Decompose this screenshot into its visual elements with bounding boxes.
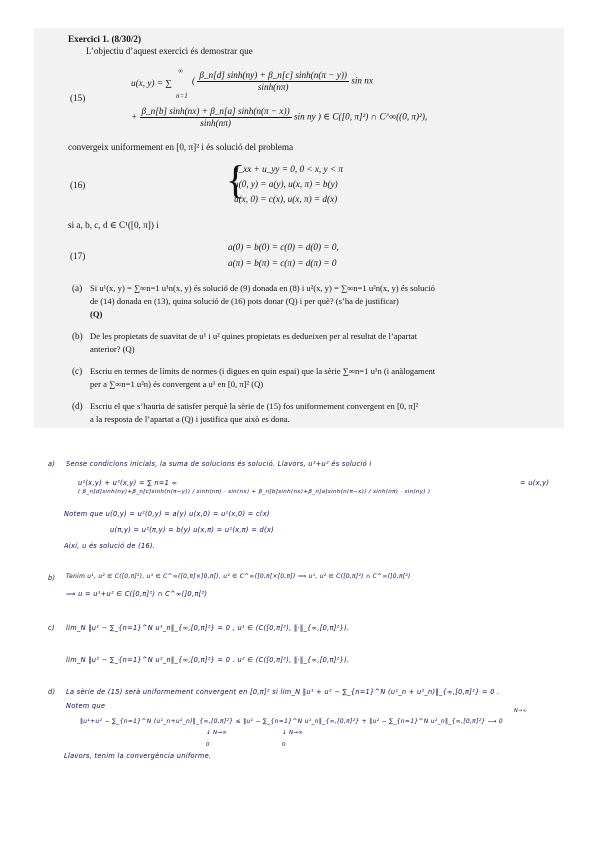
- hw-d-line-5: Llavors, tenim la convergència uniforme.: [64, 752, 212, 760]
- condition-line: si a, b, c, d ∈ C¹([0, π]) i: [68, 220, 159, 230]
- eq16-brace: {: [226, 157, 246, 202]
- eq15-sum-top: ∞: [178, 67, 183, 75]
- eq15-frac1-tail: sin nx: [351, 75, 373, 86]
- eq15-sum-bottom: n=1: [176, 92, 188, 100]
- eq15-frac2-num: β_n[b] sinh(nx) + β_n[a] sinh(n(π − x)): [141, 106, 290, 116]
- eq15-label: (15): [70, 93, 86, 103]
- hw-d-line-3: ‖u¹+u² − ∑_{n=1}^N (u¹_n+u²_n)‖_{∞,[0,π]²} ≤ ‖u¹ − ∑_{n=1}^N u¹_n‖_{∞,[0,π]²} + ‖u² − ∑_{n=1}^N u²_n‖_{∞,[0,π]²} ⟶ 0: [80, 718, 503, 725]
- item-c-line-2: per a ∑∞n=1 u²n) és convergent a u¹ en [0, π]² (Q): [90, 379, 264, 389]
- hw-a-line-2: [78, 479, 177, 487]
- eq17-line-1: a(0) = b(0) = c(0) = d(0) = 0,: [228, 242, 339, 252]
- eq16-line-2: u(0, y) = a(y), u(x, π) = b(y): [234, 179, 338, 189]
- exercise-heading: [68, 34, 141, 45]
- hw-d-limit-1-val: 0: [206, 742, 210, 748]
- hw-c-line-1: lim_N ‖u¹ − ∑_{n=1}^N u¹_n‖_{∞,[0,π]²} = 0 , u¹ ∈ (C([0,π]²), ‖·‖_{∞,[0,π]²}).: [66, 624, 350, 632]
- eq15-frac2-tail: sin ny ) ∈ C([0, π]²) ∩ C^∞((0, π)²),: [293, 111, 428, 122]
- hw-d-label: d): [48, 688, 56, 696]
- hw-b-line-1: Tenim u¹, u² ∈ C([0,π]²), u¹ ∈ C^∞([0,π]×]0,π[), u² ∈ C^∞(]0,π[×[0,π]) ⟹ u¹, u² ∈ C([0,π]²) ∩ C^∞(]0,π[²): [66, 574, 411, 580]
- item-d-line-1: Escriu el que s’hauria de satisfer perquè la sèrie de (15) fos uniformement convergent en [0, π]²: [90, 401, 419, 411]
- hw-a-line-5: Així, u és solució de (16).: [64, 542, 156, 550]
- eq15-frac1-den: sinh(nπ): [257, 82, 289, 92]
- item-b-line-2: anterior? (Q): [90, 344, 135, 354]
- item-c-tag: (c): [72, 366, 83, 376]
- eq15-frac1: ( $\frac{\beta\_n[d] \sinh(ny) + \beta\_n[c] \sinh(n(\pi - y))}{\sinh(n\pi)}$ sin nx: [192, 70, 373, 92]
- hw-d-limit-1: ↓ N→∞: [206, 730, 228, 736]
- hw-b-label: b): [48, 574, 56, 582]
- eq17-line-2: a(π) = b(π) = c(π) = d(π) = 0: [228, 258, 337, 268]
- exercise-title: Exercici 1.: [68, 34, 110, 44]
- eq15-frac2: + $\frac{\beta\_n[b] \sinh(nx) + \beta\_n[a] \sinh(n(\pi - x))}{\sinh(n\pi)}$ sin ny ) ∈ C([0, π]²) ∩ C^∞((0, π)²),: [131, 106, 428, 128]
- eq17-label: (17): [70, 251, 86, 261]
- eq16-line-3: u(x, 0) = c(x), u(x, π) = d(x): [234, 194, 338, 204]
- hw-c-label: c): [48, 624, 55, 632]
- eq15-frac1-num: β_n[d] sinh(ny) + β_n[c] sinh(n(π − y)): [199, 70, 347, 80]
- hw-a-mid: ( β_n[d]sinh(ny)+β_n[c]sinh(n(π−y)) / sinh(nπ) · sin(nx) + β_n[b]sinh(nx)+β_n[a]sinh(n(π−x)) / sinh(nπ) · sin(ny) ): [78, 489, 431, 495]
- hw-b-line-2: ⟹ u = u¹+u² ∈ C([0,π]²) ∩ C^∞(]0,π[²): [66, 590, 208, 598]
- item-a-line-2: de (14) donada en (13), quina solució de (16) pots donar (Q) i per què? (s’ha de justificar): [90, 296, 399, 306]
- exercise-ref: (8/30/2): [111, 34, 142, 44]
- hw-d-limit-2-val: 0: [282, 742, 286, 748]
- hw-d-line-1: La sèrie de (15) serà uniformement convergent en [0,π]² si lim_N ‖u¹ + u² − ∑_{n=1}^N (u¹_n + u²_n)‖_{∞,[0,π]²} = 0 .: [66, 688, 500, 696]
- eq15-frac2-den: sinh(nπ): [200, 118, 231, 128]
- hw-a-lhs: u¹(x,y) + u²(x,y) =: [78, 479, 145, 487]
- eq15-lhs: u(x, y) = ∑: [131, 78, 172, 88]
- hw-a-line-1: Sense condicions inicials, la suma de solucions és solució. Llavors, u¹+u² és solució i: [66, 460, 372, 468]
- hw-a-line-3: Notem que u(0,y) = u²(0,y) = a(y) u(x,0) = u¹(x,0) = c(x): [64, 510, 270, 518]
- item-b-tag: (b): [72, 331, 83, 341]
- hw-a-sum: ∑ n=1 ∞: [147, 479, 178, 487]
- hw-a-line-4: u(π,y) = u²(π,y) = b(y) u(x,π) = u¹(x,π) = d(x): [110, 526, 274, 534]
- item-c-line-1: Escriu en termes de límits de normes (i digues en quin espai) que la sèrie ∑∞n=1 u¹n (i anàlogament: [90, 366, 436, 376]
- item-a-tag: (a): [72, 283, 83, 293]
- eq16-label: (16): [70, 180, 86, 190]
- hw-c-line-2: lim_N ‖u² − ∑_{n=1}^N u²_n‖_{∞,[0,π]²} = 0 . u² ∈ (C([0,π]²), ‖·‖_{∞,[0,π]²}).: [66, 656, 350, 664]
- hw-a-rhs: = u(x,y): [520, 479, 550, 487]
- hw-d-line-2: Notem que: [66, 702, 106, 710]
- item-d-tag: (d): [72, 401, 83, 411]
- hw-a-label: a): [48, 460, 56, 468]
- item-d-line-2: a la resposta de l’apartat a (Q) i justifica que això es dona.: [90, 414, 290, 424]
- item-a-line-3: (Q): [90, 309, 103, 319]
- hw-d-arrow-label: N→∞: [514, 708, 527, 714]
- item-b-line-1: De les propietats de suavitat de u¹ i u² quines propietats es dedueixen per al resultat de l’apartat: [90, 331, 418, 341]
- eq16-line-1: u_xx + u_yy = 0, 0 < x, y < π: [234, 164, 343, 174]
- hw-d-limit-2: ↓ N→∞: [282, 730, 304, 736]
- item-a-line-1: Si u¹(x, y) = ∑∞n=1 u¹n(x, y) és solució de (9) donada en (8) i u²(x, y) = ∑∞n=1 u²n(x, y) és solució: [90, 283, 435, 293]
- after-eq15: convergeix uniformement en [0, π]² i és solució del problema: [68, 142, 294, 152]
- exercise-intro: L’objectiu d’aquest exercici és demostrar que: [86, 46, 253, 56]
